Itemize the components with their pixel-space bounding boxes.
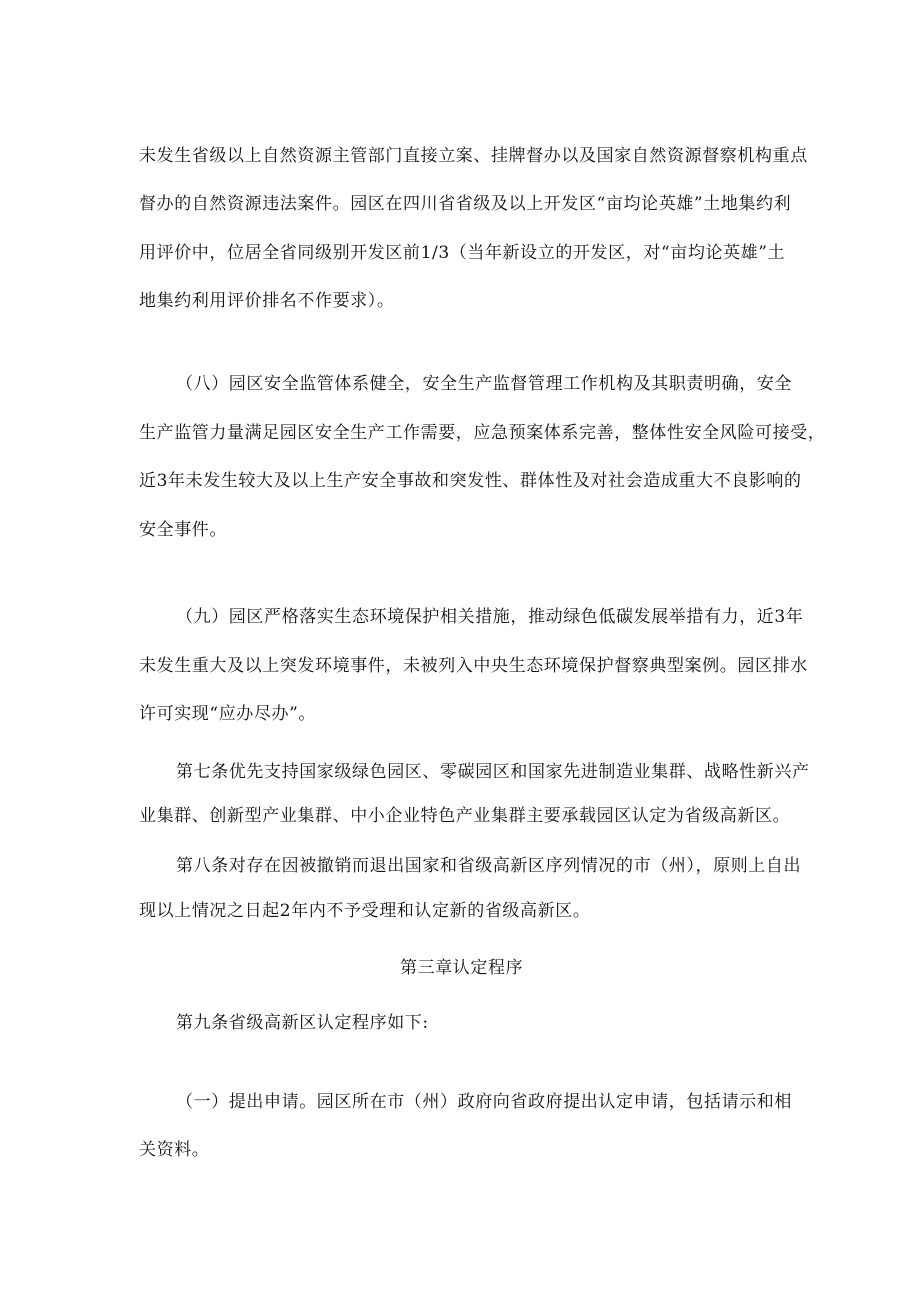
text-line: 地集约利用评价排名不作要求）。 (139, 291, 395, 311)
text-line: 未发生省级以上自然资源主管部门直接立案、挂牌督办以及国家自然资源督察机构重点 (139, 146, 808, 166)
text-line: 第七条优先支持国家级绿色园区、零碳园区和国家先进制造业集群、战略性新兴产 (176, 762, 810, 782)
text-line: 许可实现“应办尽办”。 (139, 704, 316, 724)
text-line: 生产监管力量满足园区安全生产工作需要，应急预案体系完善，整体性安全风险可接受， (139, 423, 826, 443)
text-line: 安全事件。 (139, 520, 227, 540)
text-line: 现以上情况之日起2年内不予受理和认定新的省级高新区。 (139, 901, 591, 921)
text-line: 近3年未发生较大及以上生产安全事故和突发性、群体性及对社会造成重大不良影响的 (139, 471, 802, 491)
text-line: （一）提出申请。园区所在市（州）政府向省政府提出认定申请，包括请示和相 (176, 1092, 792, 1112)
text-line: 未发生重大及以上突发环境事件，未被列入中央生态环境保护督察典型案例。园区排水 (139, 656, 808, 676)
text-line: 第九条省级高新区认定程序如下: (176, 1013, 429, 1033)
text-line: （九）园区严格落实生态环境保护相关措施，推动绿色低碳发展举措有力，近3年 (176, 607, 804, 627)
text-line: 督办的自然资源违法案件。园区在四川省省级及以上开发区“亩均论英雄”土地集约利 (139, 194, 792, 214)
text-line: 用评价中，位居全省同级别开发区前1/3（当年新设立的开发区，对“亩均论英雄”土 (139, 243, 786, 263)
text-line: （八）园区安全监管体系健全，安全生产监督管理工作机构及其职责明确，安全 (176, 374, 792, 394)
chapter-heading: 第三章认定程序 (400, 958, 524, 978)
text-line: 第八条对存在因被撤销而退出国家和省级高新区序列情况的市（州），原则上自出 (176, 856, 802, 876)
text-line: 业集群、创新型产业集群、中小企业特色产业集群主要承载园区认定为省级高新区。 (139, 806, 791, 826)
text-line: 关资料。 (139, 1140, 210, 1160)
